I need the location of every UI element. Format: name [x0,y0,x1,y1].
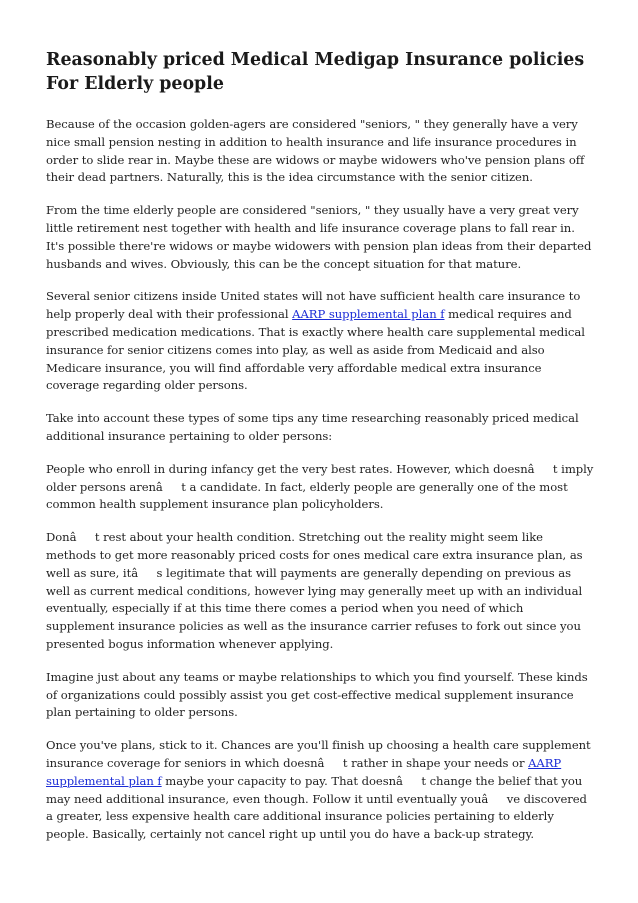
document-body [46,116,594,844]
paragraph [46,116,594,187]
paragraph [46,202,594,273]
paragraph-text: Imagine just about any teams or maybe relationships to which you find yourself. These kinds of organizations could possibly assist you get cost-effective medical supplement insurance plan pertaining to older persons. [46,669,588,720]
paragraph-text: From the time elderly people are considered "seniors, " they usually have a very great very little retirement nest together with health and life insurance coverage plans to fall rear in. It's possible there're widows or maybe widowers with pension plan ideas from their departed husbands and wives. Obviously, this can be the concept situation for that mature. [46,203,592,271]
paragraph [46,669,594,722]
paragraph [46,461,594,514]
paragraph-text: Take into account these types of some tips any time researching reasonably priced medical additional insurance pertaining to older persons: [46,411,579,443]
paragraph [46,737,594,844]
paragraph-text: Because of the occasion golden-agers are considered "seniors, " they generally have a very nice small pension nesting in addition to health insurance and life insurance procedures in order to slide rear in. Maybe these are widows or maybe widowers who've pension plans off their dead partners. Naturally, this is the idea circumstance with the senior citizen. [46,117,585,185]
paragraph [46,410,594,446]
paragraph-text: Several senior citizens inside United states will not have sufficient health care insurance to help properly deal with their professional [46,289,581,322]
paragraph-text: Once you've plans, stick to it. Chances are you'll finish up choosing a health care supplement insurance coverage for seniors in which doesnât rather in shape your needs or [46,738,591,770]
paragraph-text: People who enroll in during infancy get the very best rates. However, which doesnât imply older persons arenât a candidate. In fact, elderly people are generally one of the most common health supplement insurance plan policyholders. [46,461,594,512]
paragraph [46,288,594,395]
paragraph [46,529,594,654]
paragraph-text: medical requires and prescribed medication medications. That is exactly where health care supplemental medical insurance for senior citizens comes into play, as well as aside from Medicaid and also Medicare insurance, you will find affordable very affordable medical extra insurance coverage regarding older persons. [46,307,585,393]
document-page [46,48,594,859]
paragraph-text: maybe your capacity to pay. That doesnât change the belief that you may need additional insurance, even though. Follow it until eventually youâve discovered a greater, less expensive health care additional insurance policies pertaining to elderly people. Basically, certainly not cancel right up until you do have a back-up strategy. [46,773,587,842]
paragraph-text: Donât rest about your health condition. Stretching out the reality might seem like methods to get more reasonably priced costs for ones medical care extra insurance plan, as well as sure, itâs legitimate that will payments are generally depending on previous as well as current medical conditions, however lying may generally meet up with an individual eventually, especially if at this time there comes a period when you need of which supplement insurance policies as well as the insurance carrier refuses to fork out since you presented bogus information whenever applying. [46,530,583,651]
aarp-plan-link[interactable]: AARP supplemental plan f [292,307,445,322]
document-title: Reasonably priced Medical Medigap Insurance policies For Elderly people [46,50,585,94]
aarp-plan-link[interactable]: AARP supplemental plan f [46,755,562,788]
